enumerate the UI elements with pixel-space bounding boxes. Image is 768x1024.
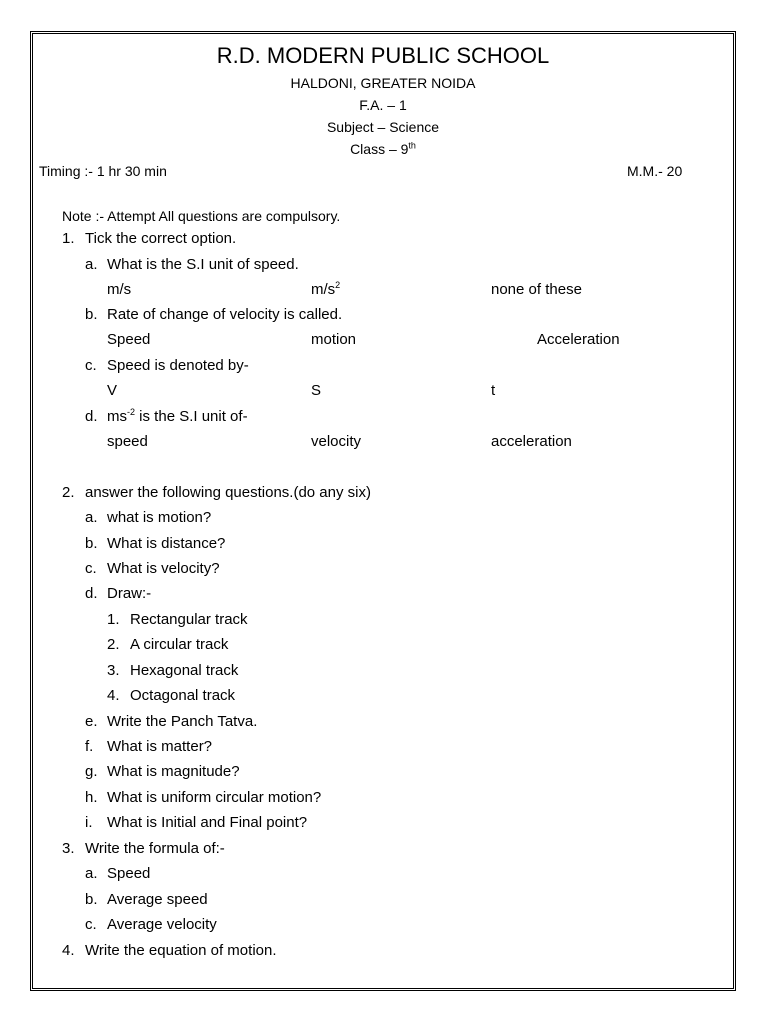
option: Speed xyxy=(107,331,151,348)
draw-item-number: 2. xyxy=(107,636,120,653)
q1-part-letter: d. xyxy=(85,408,98,425)
option-sup: 2 xyxy=(335,280,341,290)
option: acceleration xyxy=(491,433,572,450)
q2-part-letter: f. xyxy=(85,738,94,755)
part-text-sup: -2 xyxy=(127,407,136,417)
q2-part-text: What is velocity? xyxy=(107,560,220,577)
option: V xyxy=(107,382,118,399)
option: t xyxy=(491,382,496,399)
q3-part-letter: a. xyxy=(85,865,98,882)
q2-part-text: What is uniform circular motion? xyxy=(107,789,322,806)
option: motion xyxy=(311,331,357,348)
q2-part-letter: g. xyxy=(85,763,98,780)
q3-part-letter: c. xyxy=(85,916,97,933)
q3-number: 3. xyxy=(62,840,75,857)
option: S xyxy=(311,382,322,399)
q3-part-text: Average velocity xyxy=(107,916,217,933)
q3-part-text: Average speed xyxy=(107,891,208,908)
draw-item-text: Hexagonal track xyxy=(130,662,239,679)
option xyxy=(311,281,340,298)
q3-part-letter: b. xyxy=(85,891,98,908)
option: m/s xyxy=(107,281,132,298)
part-text-suffix: is the S.I unit of- xyxy=(135,408,248,425)
draw-item-number: 3. xyxy=(107,662,120,679)
q2-part-text: what is motion? xyxy=(107,509,212,526)
q1-part-letter: c. xyxy=(85,357,97,374)
option: Acceleration xyxy=(537,331,620,348)
class-sup: th xyxy=(408,140,416,151)
q2-part-text: What is Initial and Final point? xyxy=(107,814,308,831)
q4-number: 4. xyxy=(62,942,75,959)
max-marks: M.M.- 20 xyxy=(627,163,683,179)
q2-part-letter: a. xyxy=(85,509,98,526)
q2-part-text: What is distance? xyxy=(107,535,226,552)
q1-part-text xyxy=(107,408,248,425)
exam-title: F.A. – 1 xyxy=(359,97,407,113)
q3-text: Write the formula of:- xyxy=(85,840,225,857)
class-line xyxy=(33,141,733,157)
draw-item-text: Rectangular track xyxy=(130,611,248,628)
draw-item-number: 1. xyxy=(107,611,120,628)
option: speed xyxy=(107,433,148,450)
subject-line: Subject – Science xyxy=(326,119,440,135)
q4-text: Write the equation of motion. xyxy=(85,942,277,959)
timing: Timing :- 1 hr 30 min xyxy=(39,163,167,179)
q1-part-letter: b. xyxy=(85,306,98,323)
q1-part-text: Rate of change of velocity is called. xyxy=(107,306,343,323)
q2-number: 2. xyxy=(62,484,75,501)
q1-part-letter: a. xyxy=(85,256,98,273)
note: Note :- Attempt All questions are compulsory. xyxy=(62,208,341,224)
q2-part-letter: h. xyxy=(85,789,98,806)
q3-part-text: Speed xyxy=(107,865,151,882)
q2-part-text: What is matter? xyxy=(107,738,213,755)
q2-part-letter: d. xyxy=(85,585,98,602)
q2-part-letter: c. xyxy=(85,560,97,577)
draw-item-text: Octagonal track xyxy=(130,687,236,704)
option: velocity xyxy=(311,433,362,450)
q2-text: answer the following questions.(do any six) xyxy=(85,484,371,501)
draw-item-text: A circular track xyxy=(130,636,229,653)
draw-item-number: 4. xyxy=(107,687,120,704)
q1-number: 1. xyxy=(62,230,75,247)
q2-part-letter: e. xyxy=(85,713,98,730)
q1-text: Tick the correct option. xyxy=(85,230,237,247)
q1-part-text: Speed is denoted by- xyxy=(107,357,249,374)
q2-part-letter: b. xyxy=(85,535,98,552)
q2-part-letter: i. xyxy=(85,814,93,831)
option: none of these xyxy=(491,281,582,298)
q2-part-text: What is magnitude? xyxy=(107,763,240,780)
school-name: R.D. MODERN PUBLIC SCHOOL xyxy=(216,43,550,68)
school-location: HALDONI, GREATER NOIDA xyxy=(290,75,476,91)
q1-part-text: What is the S.I unit of speed. xyxy=(107,256,299,273)
class-text: Class – 9 xyxy=(350,141,409,157)
q2-part-text: Write the Panch Tatva. xyxy=(107,713,258,730)
part-text-prefix: ms xyxy=(107,408,127,425)
option-text: m/s xyxy=(311,281,336,298)
q2-part-text: Draw:- xyxy=(107,585,152,602)
